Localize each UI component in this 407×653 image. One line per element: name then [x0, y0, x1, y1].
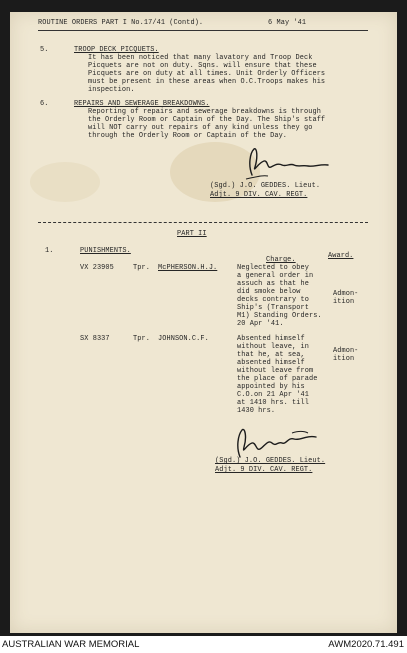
entry-name: McPHERSON.H.J. — [158, 264, 218, 272]
part-heading: PART II — [177, 230, 207, 238]
item-text-line: It has been noticed that many lavatory and Troop Deck — [88, 54, 313, 62]
signature-name: (Sgd.) J.O. GEDDES. Lieut. — [215, 457, 326, 465]
item-heading: REPAIRS AND SEWERAGE BREAKDOWNS. — [74, 100, 210, 108]
document-title: ROUTINE ORDERS PART I No.17/41 (Contd). — [38, 19, 204, 27]
footer-accession-number: AWM2020.71.491 — [328, 639, 404, 650]
award-line: Admon- — [333, 290, 359, 298]
item-text-line: through the Orderly Room or Captain of the Day. — [88, 132, 288, 140]
charge-line: a general order in — [237, 272, 314, 280]
item-heading: TROOP DECK PICQUETS. — [74, 46, 159, 54]
signature-title: Adjt. 9 DIV. CAV. REGT. — [215, 466, 313, 474]
charge-line: C.O.on 21 Apr '41 — [237, 391, 309, 399]
charge-line: 1430 hrs. — [237, 407, 276, 415]
signature-title: Adjt. 9 DIV. CAV. REGT. — [210, 191, 308, 199]
charge-line: without leave from — [237, 367, 314, 375]
charge-line: 20 Apr '41. — [237, 320, 284, 328]
charge-line: decks contrary to — [237, 296, 309, 304]
award-line: Admon- — [333, 347, 359, 355]
charge-line: that he, at sea, — [237, 351, 305, 359]
charge-line: the place of parade — [237, 375, 318, 383]
item-text-line: Reporting of repairs and sewerage breakdowns is through — [88, 108, 321, 116]
charge-line: M1) Standing Orders. — [237, 312, 322, 320]
item-text-line: Picquets are not on duty. Sqns. will ensure that these — [88, 62, 317, 70]
item-number: 5. — [40, 46, 49, 54]
footer-bar — [0, 636, 407, 653]
charge-line: appointed by his — [237, 383, 305, 391]
handwritten-signature — [238, 145, 348, 185]
charge-line: Neglected to obey — [237, 264, 309, 272]
charge-line: assuch as that he — [237, 280, 309, 288]
item-text-line: must be present in these areas when O.C.Troops makes his — [88, 78, 326, 86]
section-heading: PUNISHMENTS. — [80, 247, 131, 255]
entry-rank: Tpr. — [133, 264, 150, 272]
column-charge: Charge. — [266, 256, 296, 264]
charge-line: did smoke below — [237, 288, 301, 296]
item-text-line: inspection. — [88, 86, 135, 94]
charge-line: at 1410 hrs. till — [237, 399, 309, 407]
section-divider — [38, 222, 368, 223]
item-text-line: will NOT carry out repairs of any kind unless they go — [88, 124, 313, 132]
footer-institution: AUSTRALIAN WAR MEMORIAL — [2, 639, 140, 650]
entry-service-number: SX 8337 — [80, 335, 110, 343]
charge-line: absented himself — [237, 359, 305, 367]
entry-name: JOHNSON.C.F. — [158, 335, 209, 343]
entry-service-number: VX 23905 — [80, 264, 114, 272]
item-text-line: Picquets are on duty at all times. Unit Orderly Officers — [88, 70, 326, 78]
document-date: 6 May '41 — [268, 19, 307, 27]
column-award: Award. — [328, 252, 354, 260]
section-number: 1. — [45, 247, 54, 255]
item-text-line: the Orderly Room or Captain of the Day. The Ship's staff — [88, 116, 326, 124]
header-rule — [38, 30, 368, 31]
charge-line: Absented himself — [237, 335, 305, 343]
charge-line: Ship's (Transport — [237, 304, 309, 312]
item-number: 6. — [40, 100, 49, 108]
entry-rank: Tpr. — [133, 335, 150, 343]
signature-name: (Sgd.) J.O. GEDDES. Lieut. — [210, 182, 321, 190]
paper-stain — [30, 162, 100, 202]
award-line: ition — [333, 298, 355, 306]
award-line: ition — [333, 355, 355, 363]
charge-line: without leave, in — [237, 343, 309, 351]
